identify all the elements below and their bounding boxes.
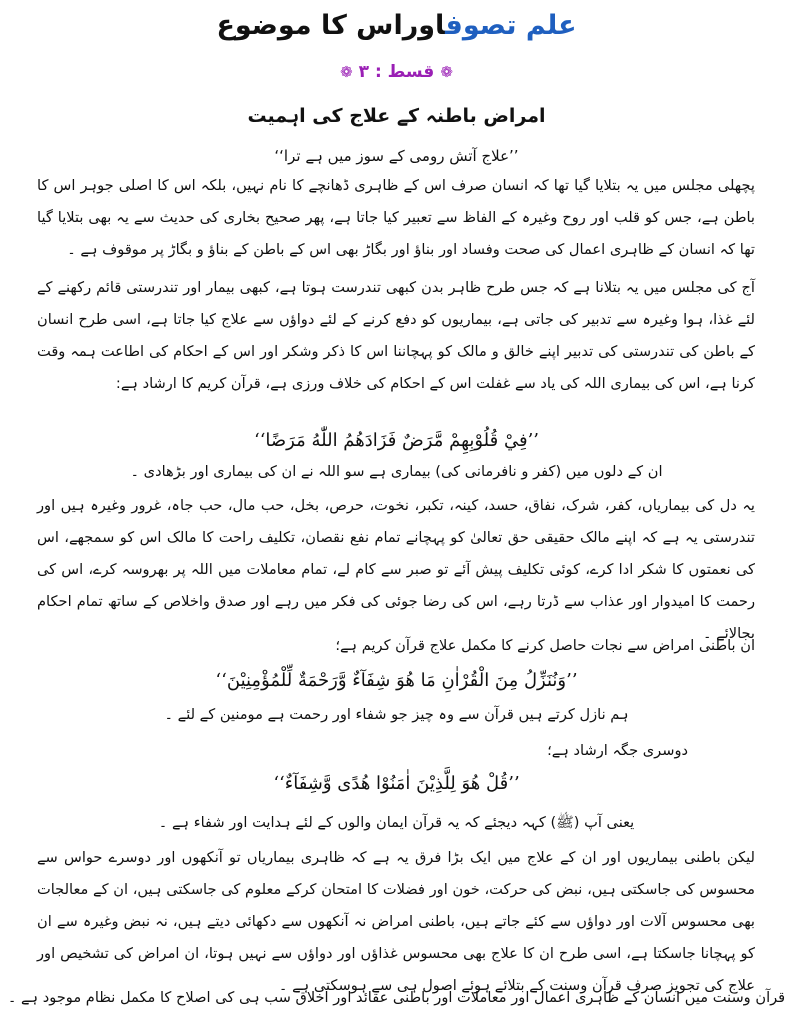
title-blue-part: علم تصوف <box>445 10 577 41</box>
quran-verse-3: ’’قُلْ هُوَ لِلَّذِيْنَ اٰمَنُوْا هُدًى وَّشِفَآءٌ‘‘ <box>273 773 520 794</box>
part-number: قسط : ۳ <box>358 62 435 82</box>
ornament-left-icon: ❁ <box>340 63 353 81</box>
remedy-line: ان باطنی امراض سے نجات حاصل کرنے کا مکمل علاج قرآن کریم ہے؛ <box>335 637 755 654</box>
paragraph-1: پچھلی مجلس میں یہ بتلایا گیا تھا کہ انسان صرف اس کے ظاہری ڈھانچے کا نام نہیں، بلکہ اس کا اصلی جوہر اس کا باطن ہے، جس کو قلب اور روح وغیرہ کے الفاظ سے تعبیر کیا جاتا ہے، پھر صحیح بخاری کی حدیث سے یہ بھی بتلایا گیا تھا کہ انسان کے ظاہری اعمال کی صحت وفساد اور بناؤ اور بگاڑ بھی اس کے باطن کے بناؤ و بگاڑ پر موقوف ہے ۔ <box>37 177 755 258</box>
quran-verse-1: ’’فِيْ قُلُوْبِهِمْ مَّرَضٌ فَزَادَهُمُ اللّٰهُ مَرَضًا‘‘ <box>253 430 540 451</box>
title-black-part: اوراس کا موضوع <box>216 10 446 41</box>
paragraph-2: آج کی مجلس میں یہ بتلانا ہے کہ جس طرح ظاہر بدن کبھی تندرست ہوتا ہے، کبھی بیمار اور تندرستی قائم رکھنے کے لئے غذا، ہوا وغیرہ سے تدبیر کی جاتی ہے، بیماریوں کو دفع کرنے کے لئے دواؤں سے علاج کیا جاتا ہے، اسی طرح انسان کے باطن کی تندرستی کی تدبیر اپنے خالق و مالک کو پہچاننا اس کا ذکر وشکر اور اس کے احکام کی اطاعت ہمہ وقت کرنا ہے، اس کی بیماری اللہ کی یاد سے غفلت اس کے احکام کی خلاف ورزی ہے، قرآن کریم کا ارشاد ہے: <box>37 279 755 392</box>
translation-2: ہم نازل کرتے ہیں قرآن سے وہ چیز جو شفاء اور رحمت ہے مومنین کے لئے ۔ <box>164 706 629 723</box>
article-title <box>0 6 793 46</box>
poetry-line: ’’علاج آتش رومی کے سوز میں ہے ترا‘‘ <box>274 147 519 165</box>
ornament-right-icon: ❁ <box>440 63 453 81</box>
translation-3: یعنی آپ (ﷺ) کہہ دیجئے کہ یہ قرآن ایمان والوں کے لئے ہدایت اور شفاء ہے ۔ <box>158 814 635 831</box>
paragraph-3: یہ دل کی بیماریاں، کفر، شرک، نفاق، حسد، کینہ، تکبر، نخوت، حرص، بخل، حب مال، حب جاہ، غرور وغیرہ ہیں اور تندرستی یہ ہے کہ اپنے مالک حقیقی حق تعالیٰ کو پہچانے تمام نفع نقصان، تکلیف راحت کا مالک اس کو سمجھے، اس کی نعمتوں کا شکر ادا کرے، کوئی تکلیف پیش آئے تو صبر سے کام لے، تمام معاملات میں اللہ پر بھروسہ کرے، اس کی رحمت کا امیدوار اور عذاب سے ڈرتا رہے، اس کی رضا جوئی کی فکر میں رہے اور صدق واخلاص کے ساتھ تمام احکام بجالائے ۔ <box>37 497 755 642</box>
paragraph-7: قرآن وسنت میں انسان کے ظاہری اعمال اور معاملات اور باطنی عقائد اور اخلاق سب ہی کی اصلاح کا مکمل نظام موجود ہے ۔ <box>7 989 786 1006</box>
another-place-line: دوسری جگہ ارشاد ہے؛ <box>547 742 688 759</box>
paragraph-6: لیکن باطنی بیماریوں اور ان کے علاج میں ایک بڑا فرق یہ ہے کہ ظاہری بیماریاں تو آنکھوں اور دوسرے حواس سے محسوس کی جاسکتی ہیں، نبض کی حرکت، خون اور فضلات کا امتحان کرکے معلوم کی جاسکتی ہیں، ان کے معالجات بھی محسوس آلات اور دواؤں سے کئے جاتے ہیں، باطنی امراض نہ آنکھوں سے دکھائی دیتے ہیں، نہ نبض وغیرہ سے ان کو پہچانا جاسکتا ہے، اسی طرح ان کا علاج بھی محسوس غذاؤں اور دواؤں سے نہیں ہوتا، ان امراض کی تشخیص اور علاج کی تجویز صرف قرآن وسنت کے بتلائے ہوئے اصول ہی سے ہوسکتی ہے ۔ <box>37 849 755 994</box>
part-label <box>0 58 793 86</box>
section-heading: امراض باطنہ کے علاج کی اہمیت <box>247 105 546 127</box>
quran-verse-2: ’’وَنُنَزِّلُ مِنَ الْقُرْاٰنِ مَا هُوَ شِفَآءٌ وَّرَحْمَةٌ لِّلْمُؤْمِنِيْنَ‘‘ <box>215 670 578 691</box>
translation-1: ان کے دلوں میں (کفر و نافرمانی کی) بیماری ہے سو اللہ نے ان کی بیماری اور بڑھادی ۔ <box>130 463 663 480</box>
